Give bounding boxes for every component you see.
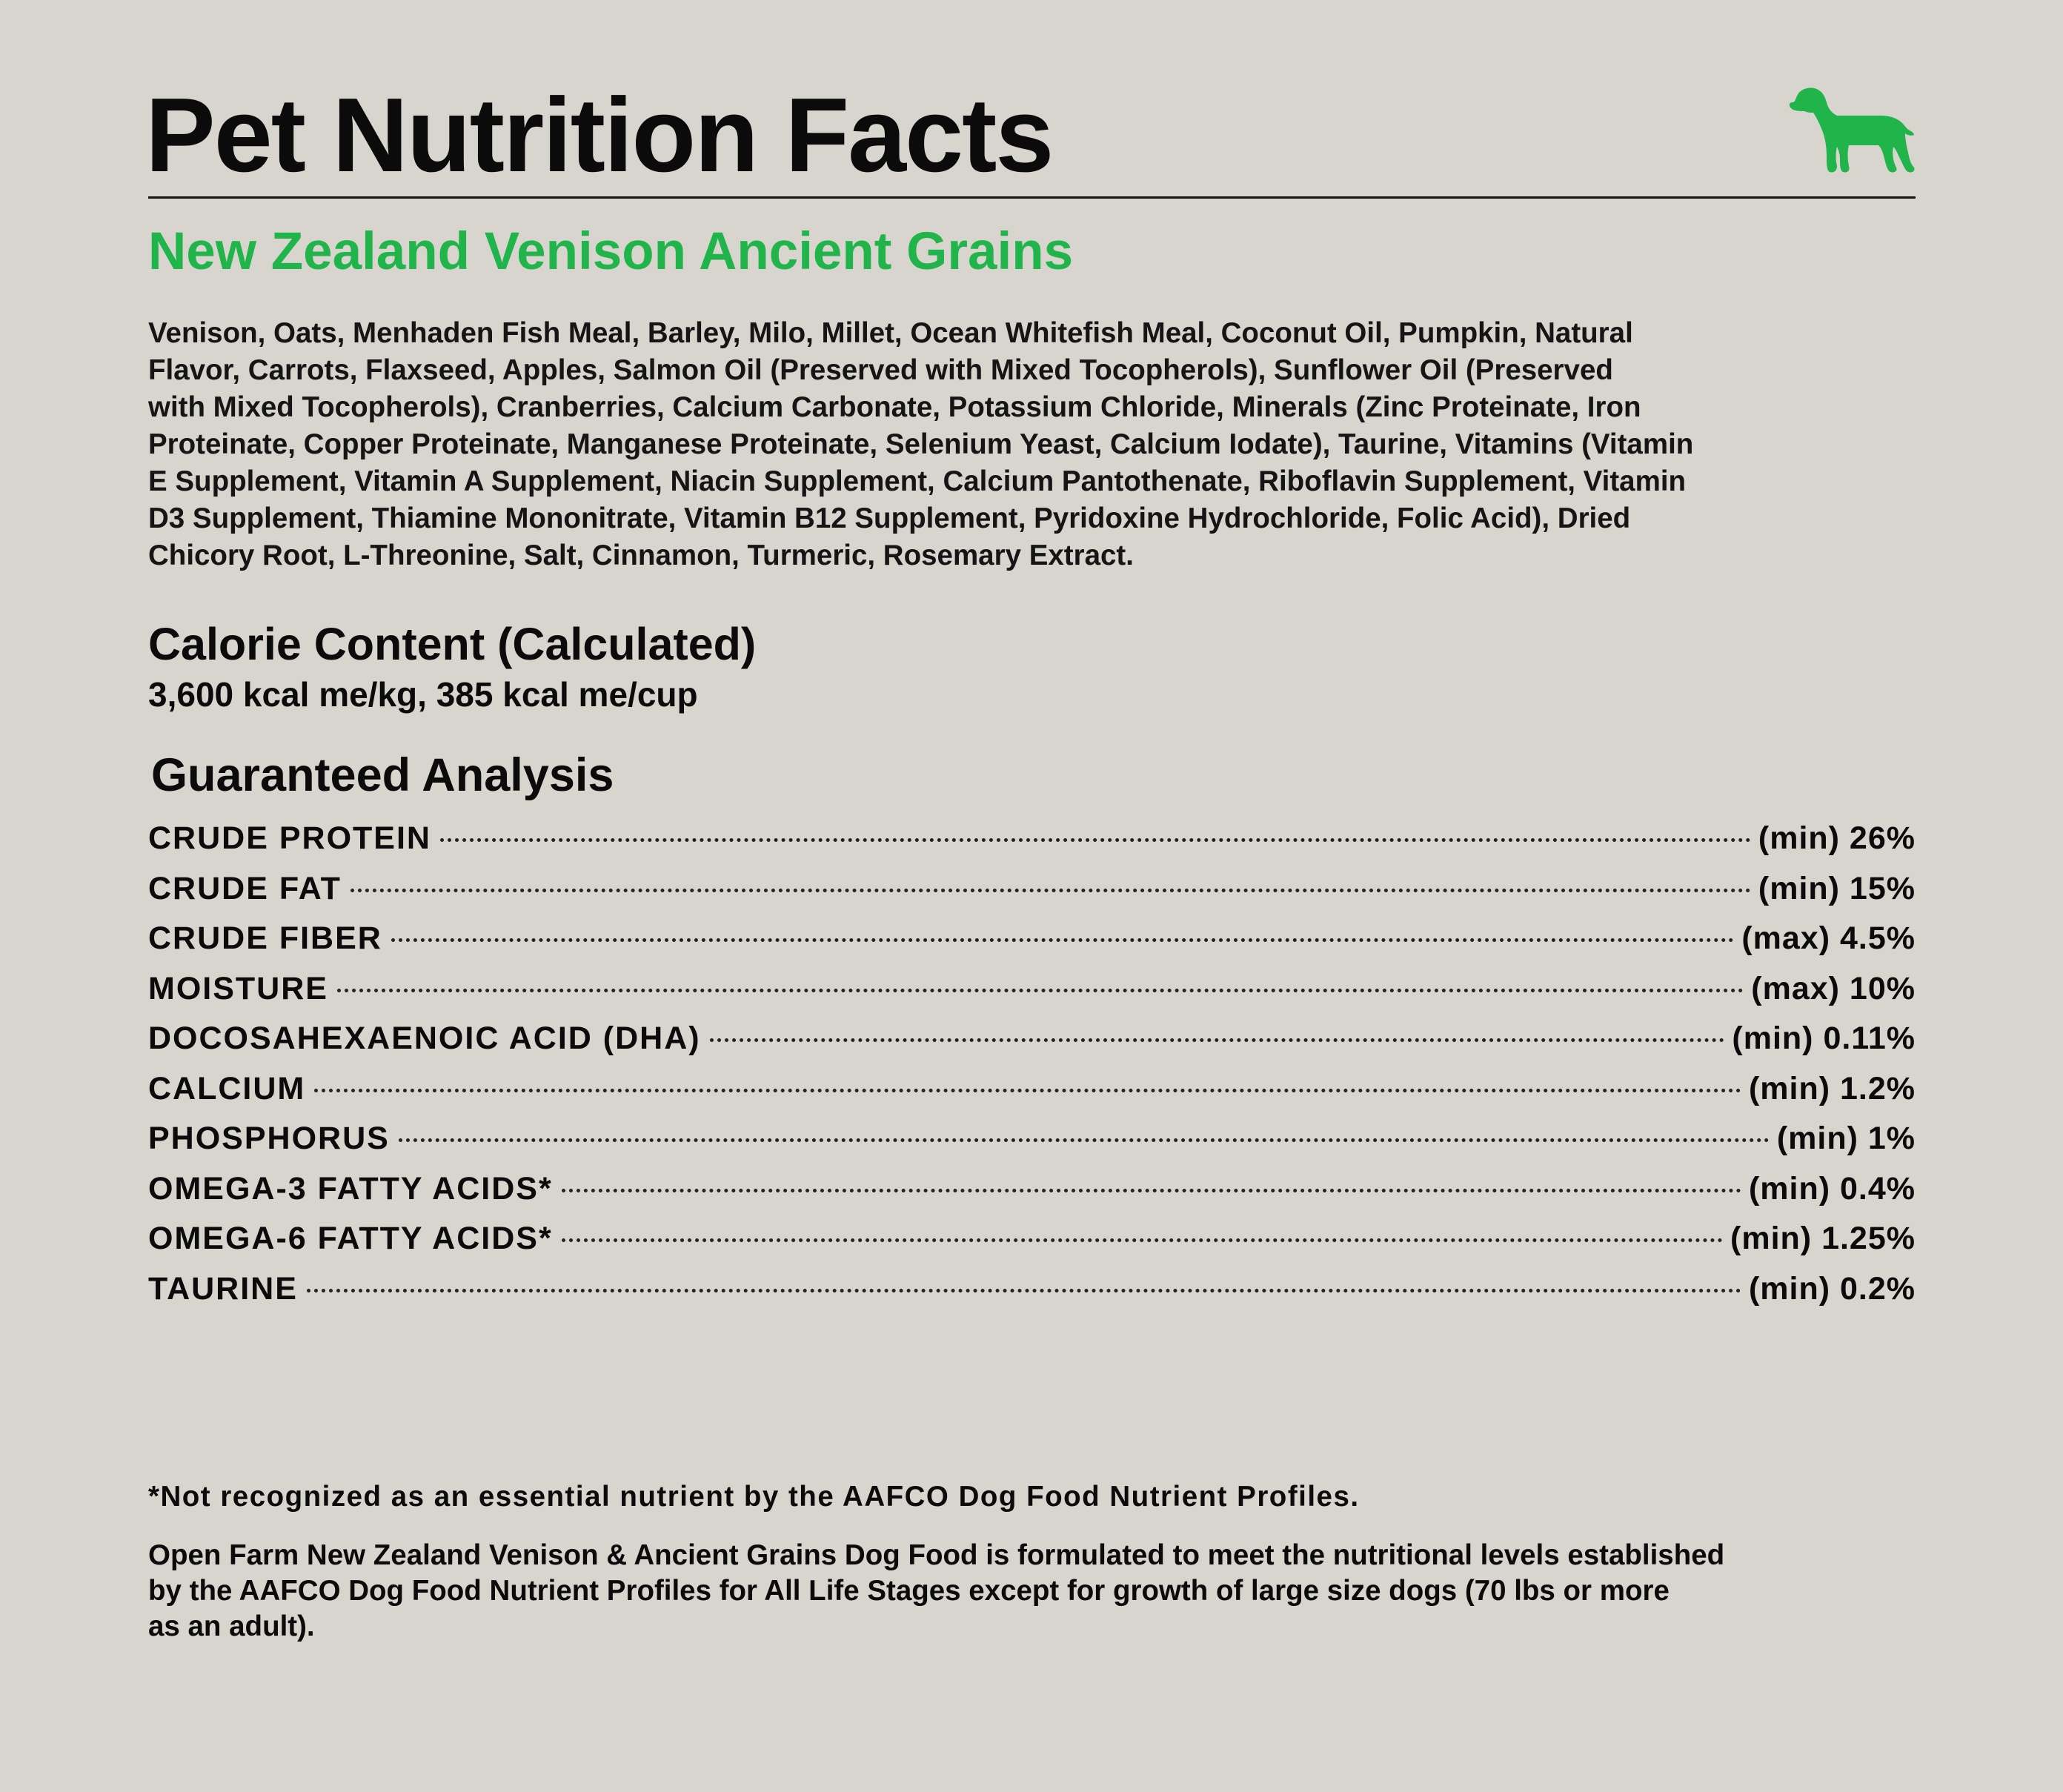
nutrient-name: CRUDE FIBER	[148, 920, 382, 956]
dot-leader	[562, 1189, 1741, 1192]
calorie-content-heading: Calorie Content (Calculated)	[148, 619, 757, 669]
ingredients-line: D3 Supplement, Thiamine Mononitrate, Vitamin B12 Supplement, Pyridoxine Hydrochloride, Folic Acid), Dried	[148, 502, 1631, 534]
aafco-footnote: *Not recognized as an essential nutrient by the AAFCO Dog Food Nutrient Profiles.	[148, 1481, 1360, 1513]
nutrient-name: DOCOSAHEXAENOIC ACID (DHA)	[148, 1021, 701, 1056]
nutrient-value: (min) 0.4%	[1748, 1170, 1916, 1207]
nutrient-name: CALCIUM	[148, 1070, 306, 1106]
nutrient-name: OMEGA-6 FATTY ACIDS*	[148, 1221, 553, 1256]
title-divider	[148, 196, 1916, 199]
statement-line: by the AAFCO Dog Food Nutrient Profiles for All Life Stages except for growth of large size dogs (70 lbs or more	[148, 1575, 1670, 1607]
nutrient-name: TAURINE	[148, 1270, 298, 1307]
nutrient-value: (min) 0.2%	[1748, 1270, 1916, 1307]
ingredients-line: Proteinate, Copper Proteinate, Manganese Proteinate, Selenium Yeast, Calcium Iodate), Taurine, Vitamins (Vitamin	[148, 428, 1694, 460]
dog-silhouette-icon	[1788, 86, 1916, 175]
dot-leader	[710, 1038, 1725, 1042]
analysis-row-calcium	[148, 1069, 1916, 1119]
analysis-row-crude-fat	[148, 869, 1916, 919]
dot-leader	[440, 838, 1751, 842]
analysis-row-crude-fiber	[148, 918, 1916, 969]
analysis-row-dha	[148, 1018, 1916, 1069]
nutrient-value: (max) 4.5%	[1741, 920, 1916, 956]
nutrient-name: PHOSPHORUS	[148, 1121, 390, 1156]
dot-leader	[337, 989, 1744, 992]
dot-leader	[399, 1138, 1770, 1142]
ingredients-line: Flavor, Carrots, Flaxseed, Apples, Salmon Oil (Preserved with Mixed Tocopherols), Sunflower Oil (Preserved	[148, 354, 1613, 386]
statement-line: as an adult).	[148, 1610, 315, 1642]
dot-leader	[307, 1289, 1741, 1292]
nutrient-value: (min) 26%	[1758, 820, 1916, 856]
nutrient-value: (min) 1.25%	[1730, 1221, 1916, 1256]
nutrient-name: OMEGA-3 FATTY ACIDS*	[148, 1170, 553, 1207]
analysis-row-crude-protein	[148, 818, 1916, 869]
nutrient-value: (min) 0.11%	[1732, 1021, 1916, 1056]
product-name: New Zealand Venison Ancient Grains	[148, 222, 1074, 281]
page-title: Pet Nutrition Facts	[145, 76, 1053, 194]
calorie-content-value: 3,600 kcal me/kg, 385 kcal me/cup	[148, 675, 698, 714]
nutrient-value: (min) 15%	[1758, 870, 1916, 906]
header	[145, 74, 1916, 199]
dot-leader	[562, 1238, 1723, 1242]
aafco-statement	[148, 1538, 1890, 1645]
dot-leader	[351, 889, 1751, 892]
analysis-row-phosphorus	[148, 1118, 1916, 1169]
analysis-row-omega-6	[148, 1218, 1916, 1269]
nutrient-value: (min) 1.2%	[1748, 1070, 1916, 1106]
nutrient-value: (min) 1%	[1776, 1121, 1916, 1156]
nutrition-facts-panel	[145, 0, 1916, 1792]
ingredients-list	[148, 315, 1919, 574]
guaranteed-analysis-table	[148, 818, 1916, 1318]
dot-leader	[391, 938, 1734, 942]
ingredients-line: with Mixed Tocopherols), Cranberries, Calcium Carbonate, Potassium Chloride, Minerals (Zinc Proteinate, Iron	[148, 391, 1641, 423]
analysis-row-taurine	[148, 1269, 1916, 1319]
analysis-row-omega-3	[148, 1169, 1916, 1219]
nutrient-name: CRUDE FAT	[148, 870, 342, 906]
statement-line: Open Farm New Zealand Venison & Ancient Grains Dog Food is formulated to meet the nutritional levels established	[148, 1539, 1725, 1571]
nutrient-name: CRUDE PROTEIN	[148, 820, 431, 856]
nutrient-name: MOISTURE	[148, 970, 328, 1006]
ingredients-line: Venison, Oats, Menhaden Fish Meal, Barley, Milo, Millet, Ocean Whitefish Meal, Coconut Oil, Pumpkin, Natural	[148, 317, 1633, 349]
analysis-row-moisture	[148, 969, 1916, 1019]
nutrient-value: (max) 10%	[1751, 970, 1916, 1006]
dot-leader	[314, 1089, 1741, 1092]
guaranteed-analysis-heading: Guaranteed Analysis	[151, 749, 614, 801]
ingredients-line: E Supplement, Vitamin A Supplement, Niacin Supplement, Calcium Pantothenate, Riboflavin Supplement, Vitamin	[148, 465, 1687, 497]
ingredients-line: Chicory Root, L-Threonine, Salt, Cinnamon, Turmeric, Rosemary Extract.	[148, 540, 1134, 571]
